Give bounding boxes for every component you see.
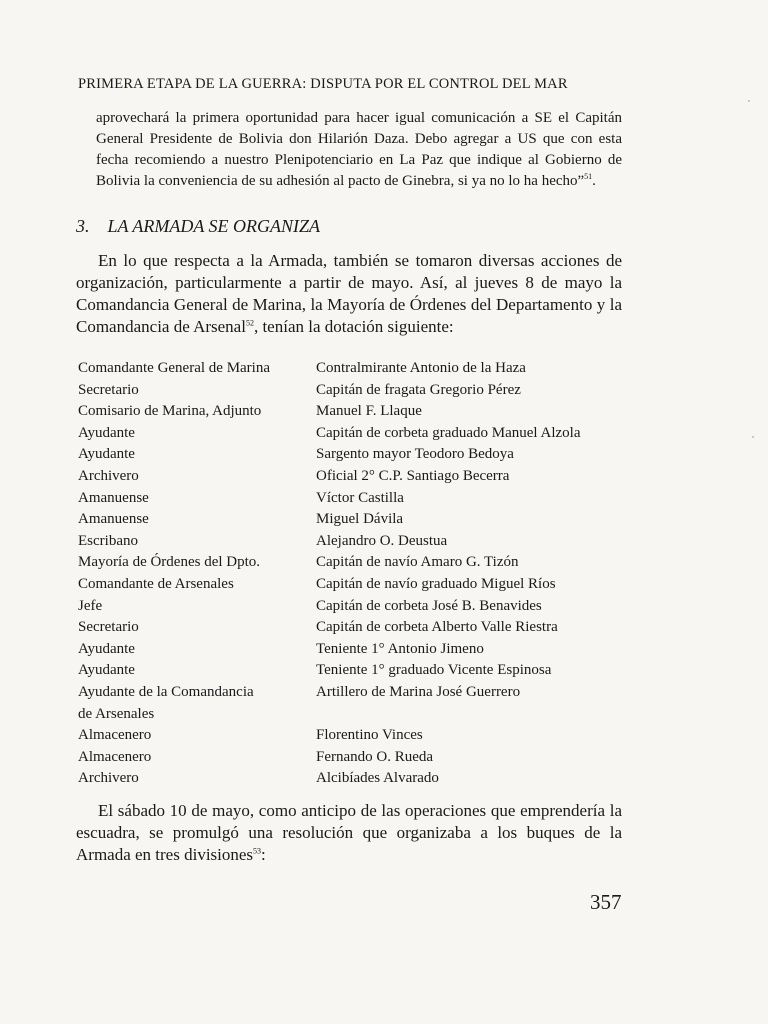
staff-name: Fernando O. Rueda	[316, 748, 434, 765]
scan-speck	[752, 436, 754, 438]
staff-role: Ayudante	[78, 446, 135, 463]
staff-role: Ayudante	[78, 662, 135, 679]
staff-role: Almacenero	[78, 727, 152, 744]
staff-row	[78, 725, 638, 747]
staff-role: Archivero	[78, 770, 139, 787]
staff-name: Teniente 1° Antonio Jimeno	[316, 640, 484, 657]
staff-name: Miguel Dávila	[316, 511, 404, 528]
staff-name: Alejandro O. Deustua	[316, 532, 448, 549]
section-title: LA ARMADA SE ORGANIZA	[107, 216, 320, 236]
staff-row	[78, 639, 638, 661]
staff-role: Comandante de Arsenales	[78, 575, 234, 592]
intro-text: En lo que respecta a la Armada, también se tomaron diversas acciones de organización, particularmente a partir de mayo. Así, al jueves 8 de mayo la Comandancia General de Marina, la Mayoría de Órdenes del Departamento y la Comandancia de Arsenal	[76, 251, 622, 336]
staff-role: Comisario de Marina, Adjunto	[78, 403, 262, 420]
staff-role: Archivero	[78, 467, 139, 484]
staff-name: Artillero de Marina José Guerrero	[316, 683, 521, 700]
staff-name: Oficial 2° C.P. Santiago Becerra	[316, 467, 510, 484]
staff-name: Capitán de navío Amaro G. Tizón	[316, 554, 519, 571]
staff-role: de Arsenales	[78, 705, 155, 722]
staff-row	[78, 682, 638, 704]
staff-name: Capitán de fragata Gregorio Pérez	[316, 381, 521, 398]
intro-paragraph	[76, 250, 622, 338]
quoted-paragraph	[96, 108, 622, 192]
staff-row	[78, 617, 638, 639]
staff-name: Capitán de corbeta graduado Manuel Alzola	[316, 424, 581, 441]
staff-role: Ayudante	[78, 424, 135, 441]
staff-row	[78, 596, 638, 618]
section-heading	[76, 216, 320, 237]
staff-row	[78, 488, 638, 510]
staff-role: Mayoría de Órdenes del Dpto.	[78, 554, 261, 571]
staff-role: Secretario	[78, 381, 139, 398]
staff-row	[78, 466, 638, 488]
intro-text-end: , tenían la dotación siguiente:	[253, 317, 454, 336]
staff-row	[78, 509, 638, 531]
page-number: 357	[590, 890, 622, 914]
staff-role: Amanuense	[78, 489, 149, 506]
staff-row	[78, 552, 638, 574]
staff-row	[78, 768, 638, 790]
staff-name: Contralmirante Antonio de la Haza	[316, 360, 526, 376]
closing-text-end: :	[261, 845, 266, 864]
staff-row	[78, 531, 638, 553]
staff-role: Escribano	[78, 532, 138, 549]
staff-role: Amanuense	[78, 511, 149, 528]
staff-name: Teniente 1° graduado Vicente Espinosa	[316, 662, 552, 679]
staff-name: Capitán de navío graduado Miguel Ríos	[316, 575, 556, 592]
running-head: PRIMERA ETAPA DE LA GUERRA: DISPUTA POR EL CONTROL DEL MAR	[78, 76, 568, 92]
staff-list	[78, 358, 638, 790]
staff-name	[316, 704, 638, 726]
footnote-ref-51: 51	[584, 172, 593, 181]
staff-row	[78, 380, 638, 402]
staff-row	[78, 747, 638, 769]
staff-row	[78, 444, 638, 466]
staff-row	[78, 660, 638, 682]
staff-role: Secretario	[78, 619, 139, 636]
staff-name: Víctor Castilla	[316, 489, 404, 506]
staff-name: Capitán de corbeta Alberto Valle Riestra	[316, 619, 558, 636]
scan-speck	[748, 100, 750, 102]
staff-name: Alcibíades Alvarado	[316, 770, 439, 787]
staff-name: Sargento mayor Teodoro Bedoya	[316, 446, 514, 463]
staff-role: Ayudante de la Comandancia	[78, 683, 254, 700]
staff-name: Capitán de corbeta José B. Benavides	[316, 597, 542, 614]
footnote-ref-53: 53	[253, 846, 262, 856]
staff-name: Manuel F. Llaque	[316, 403, 422, 420]
staff-row	[78, 358, 638, 380]
staff-row	[78, 704, 638, 726]
staff-role: Ayudante	[78, 640, 135, 657]
staff-name: Florentino Vinces	[316, 727, 423, 744]
intro-paragraph-block	[76, 250, 622, 338]
staff-role: Comandante General de Marina	[78, 360, 271, 376]
section-number: 3.	[76, 216, 90, 236]
staff-row	[78, 423, 638, 445]
quote-text: aprovechará la primera oportunidad para hacer igual comunicación a SE el Capitán General Presidente de Bolivia don Hilarión Daza. Debo agregar a US que con esta fecha recomiendo a nuestro Plenipotenciario en La Paz que indique al Gobierno de Bolivia la conveniencia de su adhesión al pacto de Ginebra, si ya no lo ha hecho”	[96, 110, 622, 189]
closing-text: El sábado 10 de mayo, como anticipo de las operaciones que emprendería la escuadra, se promulgó una resolución que organizaba a los buques de la Armada en tres divisiones	[76, 801, 622, 864]
staff-role: Almacenero	[78, 748, 152, 765]
quote-end: .	[592, 173, 596, 189]
staff-row	[78, 401, 638, 423]
staff-row	[78, 574, 638, 596]
staff-role: Jefe	[78, 597, 103, 614]
quoted-passage	[96, 108, 622, 192]
closing-paragraph	[76, 800, 622, 866]
footnote-ref-52: 52	[245, 318, 254, 328]
closing-paragraph-block	[76, 800, 622, 866]
